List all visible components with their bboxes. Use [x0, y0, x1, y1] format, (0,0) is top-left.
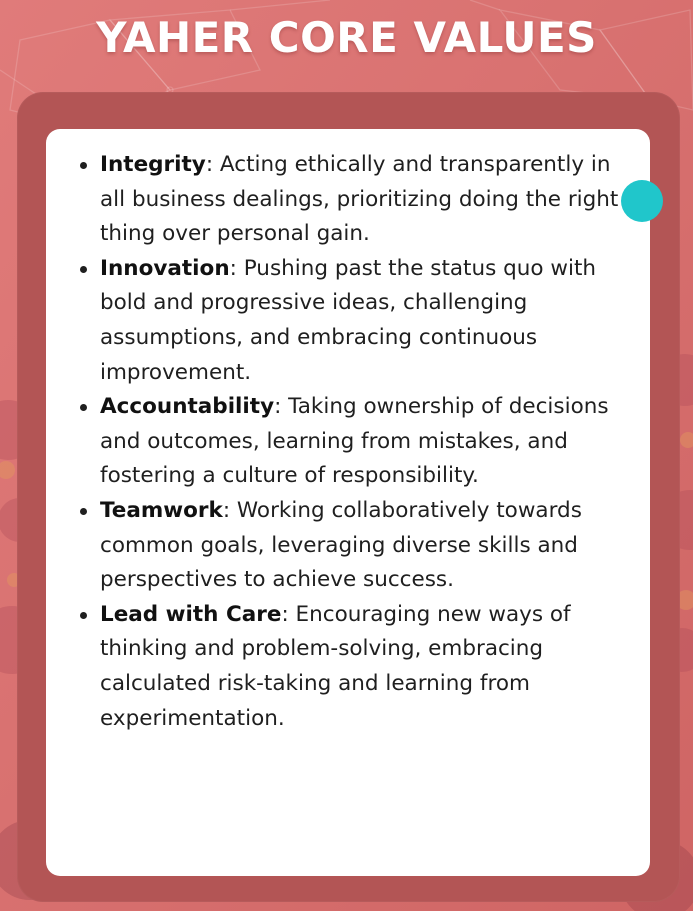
- value-separator: :: [222, 497, 231, 523]
- bullet-icon: [80, 404, 87, 411]
- value-description: Working collaboratively towards common goals, leveraging diverse skills and perspectives to achieve success.: [100, 497, 582, 593]
- bullet-icon: [80, 266, 87, 273]
- value-description: Taking ownership of decisions and outcomes, learning from mistakes, and fostering a culture of responsibility.: [100, 394, 609, 489]
- value-term: Accountability: [100, 394, 275, 420]
- value-term: Teamwork: [100, 497, 223, 523]
- core-values-list: [72, 148, 642, 736]
- value-separator: :: [205, 152, 214, 177]
- value-item-lead-with-care: [72, 598, 642, 736]
- value-item-integrity: [72, 148, 642, 252]
- bullet-icon: [80, 612, 87, 619]
- value-description: Acting ethically and transparently in all business dealings, prioritizing doing the right thing over personal gain.: [100, 152, 619, 247]
- value-item-teamwork: [72, 494, 642, 598]
- value-item-accountability: [72, 390, 642, 494]
- page-title: YAHER CORE VALUES: [96, 13, 597, 62]
- value-separator: :: [274, 394, 282, 420]
- value-description: Pushing past the status quo with bold and progressive ideas, challenging assumptions, and embracing continuous improvement.: [100, 255, 597, 385]
- value-description: Encouraging new ways of thinking and problem-solving, embracing calculated risk-taking and learning from experimentation.: [100, 601, 571, 731]
- bullet-icon: [80, 508, 87, 515]
- value-term: Lead with Care: [100, 601, 282, 627]
- bullet-icon: [80, 162, 87, 169]
- value-item-innovation: [72, 252, 642, 390]
- value-term: Innovation: [100, 255, 230, 281]
- value-separator: :: [229, 255, 237, 281]
- value-term: Integrity: [100, 152, 206, 177]
- value-separator: :: [281, 601, 289, 627]
